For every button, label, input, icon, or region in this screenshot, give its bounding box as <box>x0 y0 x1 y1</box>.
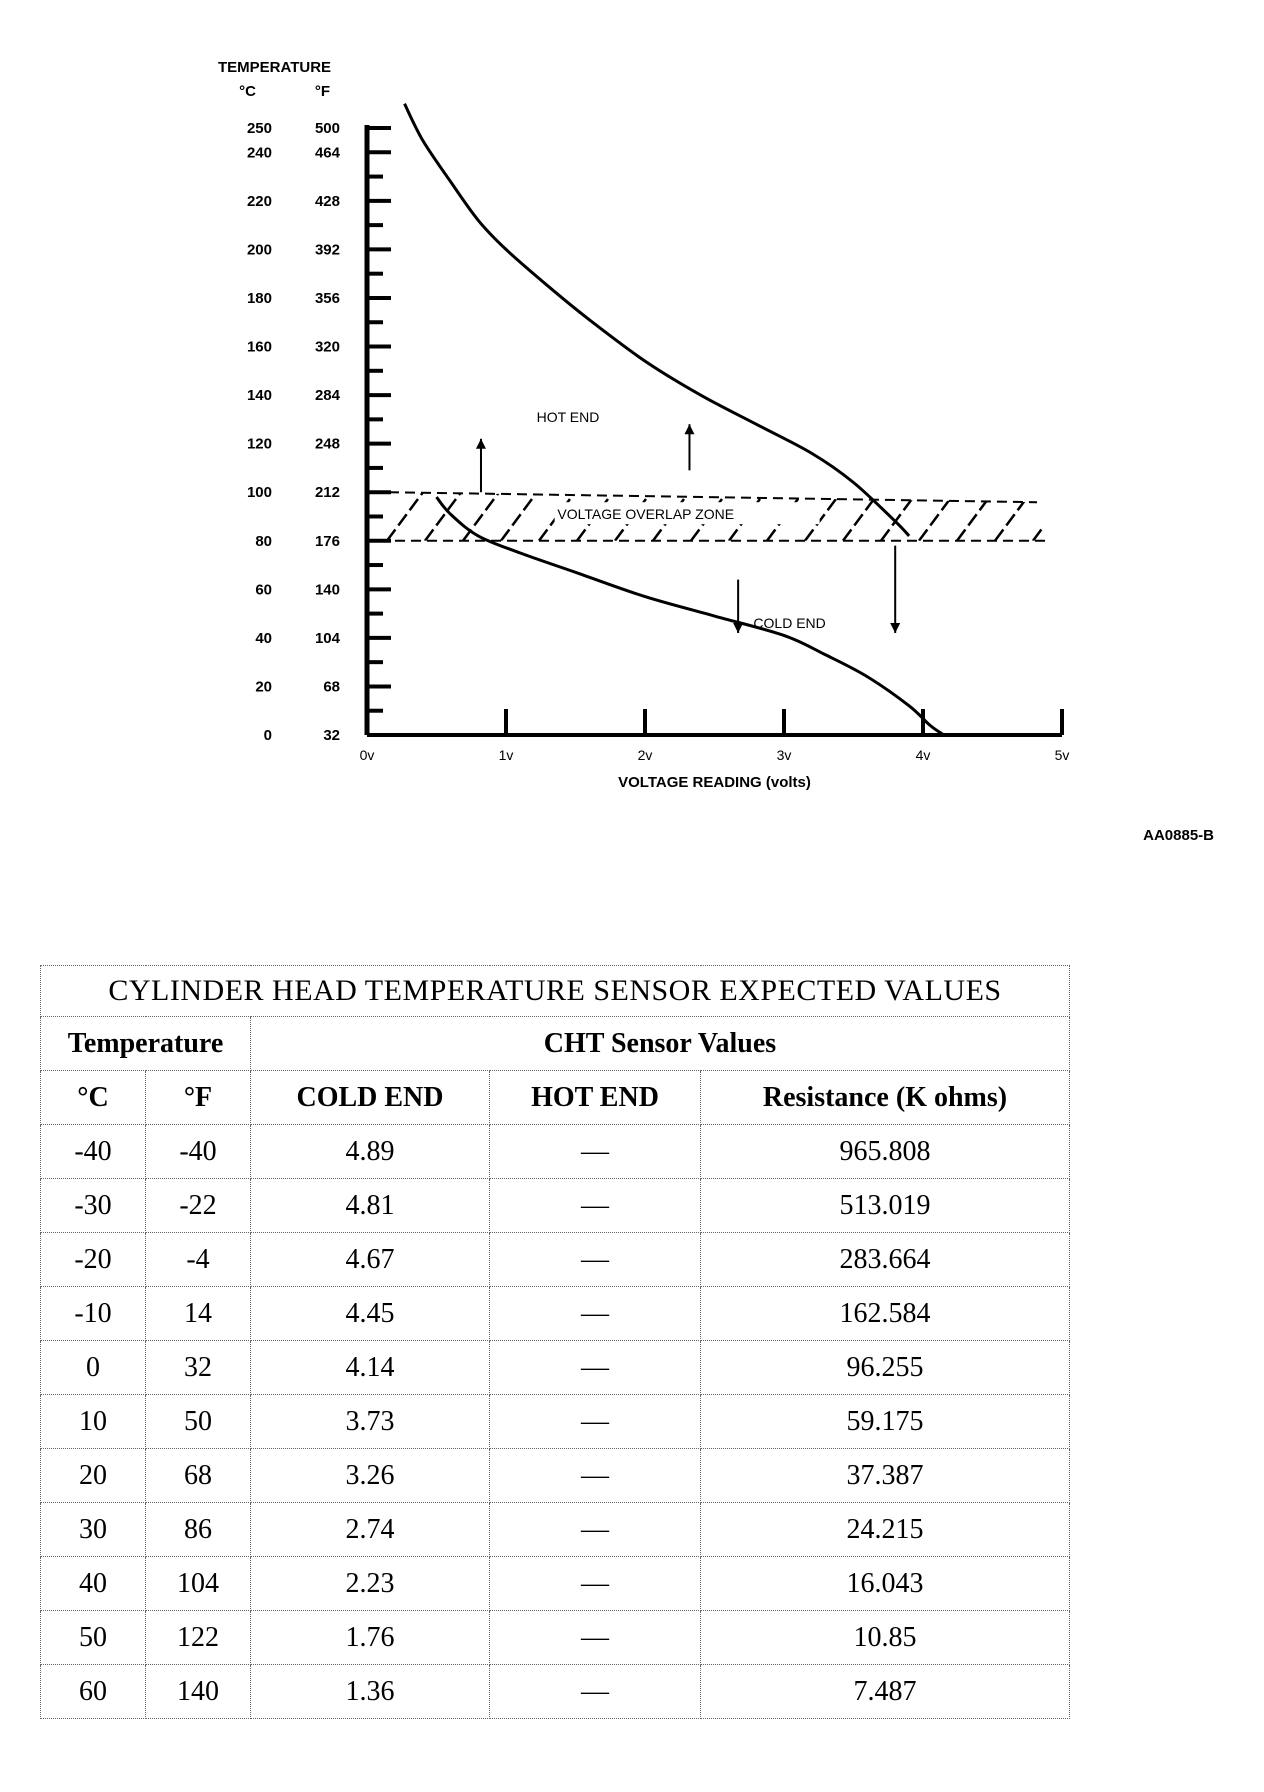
cell-fahrenheit: 86 <box>146 1503 251 1557</box>
cell-fahrenheit: 104 <box>146 1557 251 1611</box>
y-tick-label-celsius: 120 <box>246 435 272 453</box>
figure-id-label: AA0885-B <box>1143 827 1214 844</box>
cell-hot-end: — <box>490 1125 701 1179</box>
cell-celsius: 60 <box>41 1665 146 1719</box>
y-tick-label-celsius: 160 <box>246 338 272 356</box>
hot-end-label: HOT END <box>536 408 600 425</box>
axes-group <box>367 125 1062 735</box>
table-row <box>41 1179 1070 1233</box>
cell-celsius: -20 <box>41 1233 146 1287</box>
table-row <box>41 1611 1070 1665</box>
cell-fahrenheit: 140 <box>146 1665 251 1719</box>
y-tick-label-celsius: 40 <box>255 629 272 647</box>
hot-arrow-right-head <box>684 424 694 434</box>
y-tick-label-fahrenheit: 284 <box>314 387 340 405</box>
y-tick-label-celsius: 180 <box>246 289 272 307</box>
cell-resistance: 59.175 <box>701 1395 1070 1449</box>
col-header-cold-end: COLD END <box>251 1071 490 1125</box>
y-unit-fahrenheit: °F <box>314 83 330 100</box>
y-tick-label-fahrenheit: 248 <box>314 435 340 453</box>
col-header-hot-end: HOT END <box>490 1071 701 1125</box>
zone-hatch-line <box>957 492 993 541</box>
cell-fahrenheit: 50 <box>146 1395 251 1449</box>
zone-hatch-line <box>1033 492 1069 541</box>
temperature-group-header: Temperature <box>41 1017 251 1071</box>
cell-resistance: 965.808 <box>701 1125 1070 1179</box>
cell-fahrenheit: -4 <box>146 1233 251 1287</box>
cell-celsius: 0 <box>41 1341 146 1395</box>
series-group <box>405 104 944 735</box>
y-tick-label-fahrenheit: 392 <box>314 241 340 259</box>
cell-celsius: -10 <box>41 1287 146 1341</box>
y-tick-label-celsius: 140 <box>246 387 272 405</box>
cell-resistance: 24.215 <box>701 1503 1070 1557</box>
x-axis-title: VOLTAGE READING (volts) <box>618 774 811 791</box>
cell-resistance: 513.019 <box>701 1179 1070 1233</box>
y-tick-label-fahrenheit: 32 <box>323 727 340 744</box>
cell-cold-end: 4.67 <box>251 1233 490 1287</box>
cell-celsius: 50 <box>41 1611 146 1665</box>
cell-resistance: 16.043 <box>701 1557 1070 1611</box>
col-header-fahrenheit: °F <box>146 1071 251 1125</box>
y-tick-label-celsius: 0 <box>263 727 272 744</box>
table-row <box>41 1665 1070 1719</box>
x-tick-label: 2v <box>637 747 653 763</box>
col-header-celsius: °C <box>41 1071 146 1125</box>
col-header-resistance: Resistance (K ohms) <box>701 1071 1070 1125</box>
cell-hot-end: — <box>490 1233 701 1287</box>
cell-hot-end: — <box>490 1179 701 1233</box>
y-tick-label-fahrenheit: 356 <box>314 289 340 307</box>
cell-celsius: 10 <box>41 1395 146 1449</box>
table-row <box>41 1125 1070 1179</box>
cell-fahrenheit: -22 <box>146 1179 251 1233</box>
cell-cold-end: 4.89 <box>251 1125 490 1179</box>
cell-cold-end: 4.45 <box>251 1287 490 1341</box>
table-body <box>41 1125 1070 1719</box>
y-tick-label-celsius: 250 <box>246 120 272 137</box>
cell-cold-end: 2.23 <box>251 1557 490 1611</box>
cell-hot-end: — <box>490 1395 701 1449</box>
cell-fahrenheit: 122 <box>146 1611 251 1665</box>
cell-cold-end: 4.14 <box>251 1341 490 1395</box>
y-unit-celsius: °C <box>239 83 256 100</box>
table-row <box>41 1233 1070 1287</box>
cell-fahrenheit: 32 <box>146 1341 251 1395</box>
cell-fahrenheit: -40 <box>146 1125 251 1179</box>
y-tick-label-celsius: 60 <box>255 581 272 599</box>
cht-values-table-wrap <box>40 965 1070 1719</box>
cell-cold-end: 2.74 <box>251 1503 490 1557</box>
cell-hot-end: — <box>490 1287 701 1341</box>
cell-hot-end: — <box>490 1341 701 1395</box>
cell-celsius: 40 <box>41 1557 146 1611</box>
table-row <box>41 1557 1070 1611</box>
cell-cold-end: 3.26 <box>251 1449 490 1503</box>
cell-celsius: -40 <box>41 1125 146 1179</box>
cold-end-curve <box>437 497 944 735</box>
zone-hatch-line <box>387 492 423 541</box>
y-tick-label-fahrenheit: 176 <box>314 532 340 550</box>
zone-top-boundary <box>389 492 1037 502</box>
y-tick-label-fahrenheit: 320 <box>314 338 340 356</box>
x-tick-label: 1v <box>498 747 514 763</box>
zone-hatch-line <box>463 492 499 541</box>
zone-hatch-line <box>425 492 461 541</box>
y-tick-label-fahrenheit: 104 <box>314 629 340 647</box>
y-axis-title: TEMPERATURE <box>218 59 332 76</box>
cell-celsius: -30 <box>41 1179 146 1233</box>
table-row <box>41 1395 1070 1449</box>
cell-resistance: 283.664 <box>701 1233 1070 1287</box>
table-row <box>41 1341 1070 1395</box>
x-tick-label: 3v <box>776 747 792 763</box>
cell-cold-end: 3.73 <box>251 1395 490 1449</box>
cell-fahrenheit: 14 <box>146 1287 251 1341</box>
cold-arrow-left-head <box>733 623 743 633</box>
y-tick-label-celsius: 220 <box>246 192 272 210</box>
zone-hatch-line <box>501 492 537 541</box>
cell-hot-end: — <box>490 1503 701 1557</box>
zone-hatch-line <box>1071 492 1107 541</box>
y-tick-label-fahrenheit: 140 <box>314 581 340 599</box>
cell-hot-end: — <box>490 1611 701 1665</box>
cell-resistance: 10.85 <box>701 1611 1070 1665</box>
hot-arrow-left-head <box>476 439 486 449</box>
cell-celsius: 30 <box>41 1503 146 1557</box>
zone-label: VOLTAGE OVERLAP ZONE <box>557 506 735 523</box>
cold-arrow-right-head <box>890 623 900 633</box>
x-tick-label: 0v <box>359 747 375 763</box>
cell-fahrenheit: 68 <box>146 1449 251 1503</box>
x-tick-label: 4v <box>915 747 931 763</box>
zone-hatch-line <box>995 492 1031 541</box>
y-tick-label-celsius: 200 <box>246 241 272 259</box>
cell-hot-end: — <box>490 1449 701 1503</box>
x-tick-label: 5v <box>1054 747 1070 763</box>
table-title: CYLINDER HEAD TEMPERATURE SENSOR EXPECTED VALUES <box>41 966 1070 1017</box>
cell-hot-end: — <box>490 1665 701 1719</box>
cht-group-header: CHT Sensor Values <box>251 1017 1070 1071</box>
y-tick-label-fahrenheit: 68 <box>323 678 340 696</box>
cell-cold-end: 4.81 <box>251 1179 490 1233</box>
cell-resistance: 37.387 <box>701 1449 1070 1503</box>
table-row <box>41 1503 1070 1557</box>
cell-celsius: 20 <box>41 1449 146 1503</box>
y-tick-label-fahrenheit: 212 <box>314 484 340 502</box>
y-tick-label-fahrenheit: 464 <box>314 144 340 162</box>
table-row <box>41 1287 1070 1341</box>
y-tick-label-fahrenheit: 428 <box>314 192 340 210</box>
y-tick-label-celsius: 100 <box>246 484 272 502</box>
cell-resistance: 96.255 <box>701 1341 1070 1395</box>
cell-hot-end: — <box>490 1557 701 1611</box>
cell-resistance: 162.584 <box>701 1287 1070 1341</box>
y-tick-label-celsius: 80 <box>255 532 272 550</box>
cell-cold-end: 1.76 <box>251 1611 490 1665</box>
cell-cold-end: 1.36 <box>251 1665 490 1719</box>
y-tick-label-celsius: 240 <box>246 144 272 162</box>
cht-values-table <box>40 965 1070 1719</box>
y-tick-label-fahrenheit: 500 <box>314 120 340 137</box>
cold-end-label: COLD END <box>753 615 826 632</box>
cell-resistance: 7.487 <box>701 1665 1070 1719</box>
y-tick-label-celsius: 20 <box>255 678 272 696</box>
table-row <box>41 1449 1070 1503</box>
